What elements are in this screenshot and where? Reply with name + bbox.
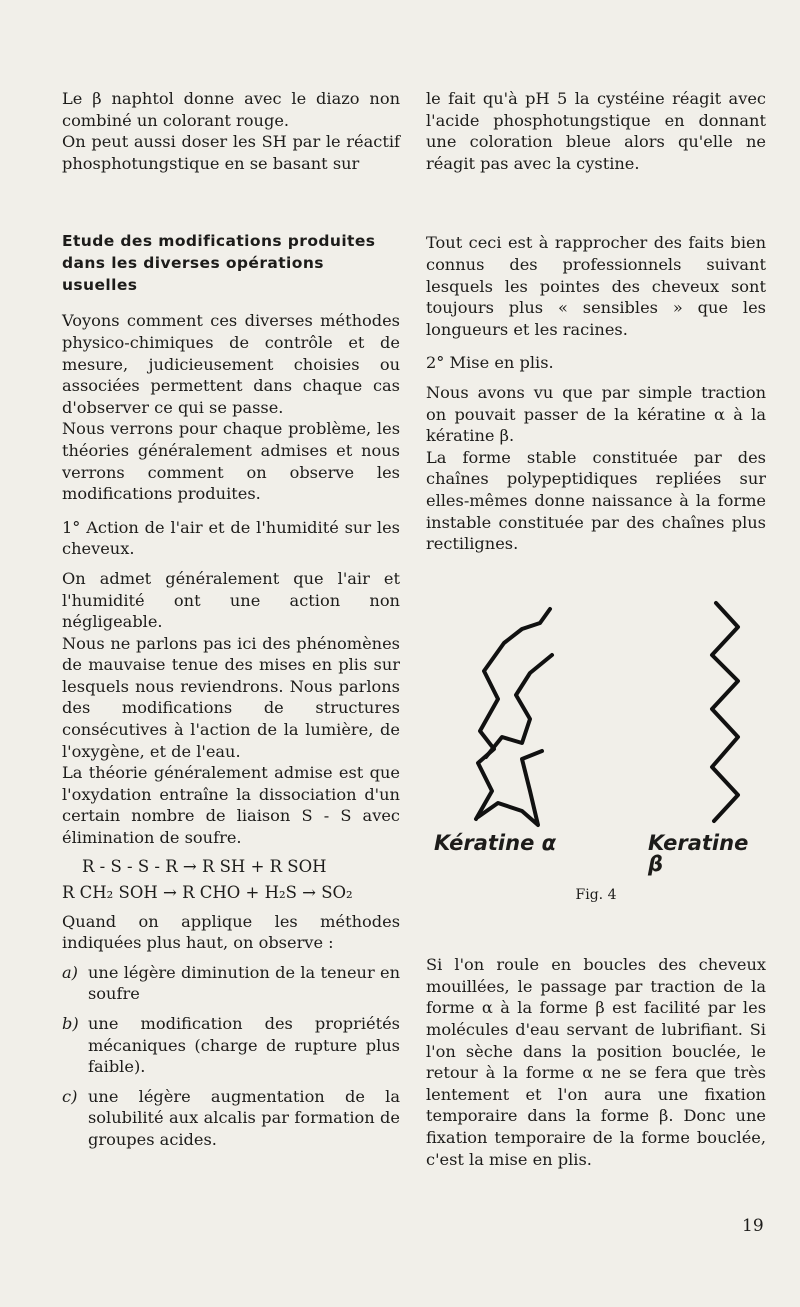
list-item-text: une légère augmentation de la solubilité aux alcalis par formation de groupes acides. bbox=[88, 1086, 400, 1149]
right-column bbox=[426, 88, 766, 1170]
subsection-title: 2° Mise en plis. bbox=[426, 353, 554, 373]
paragraph: Voyons comment ces diverses méthodes physico-chimiques de contrôle et de mesure, judicieusement choisies ou associées permettent dans chaque cas d'observer ce qui se passe. bbox=[62, 311, 400, 417]
list-item bbox=[62, 1086, 400, 1151]
beta-label: Keratine β bbox=[648, 830, 749, 877]
left-column bbox=[62, 88, 400, 1151]
paragraph: le fait qu'à pH 5 la cystéine réagit avec l'acide phosphotungstique en donnant une coloration bleue alors qu'elle ne réagit pas avec la cystine. bbox=[426, 89, 766, 173]
subsection-title: 1° Action de l'air et de l'humidité sur les cheveux. bbox=[62, 517, 400, 559]
figure-caption: Fig. 4 bbox=[575, 886, 617, 903]
list-item-text: une modification des propriétés mécaniques (charge de rupture plus faible). bbox=[88, 1014, 400, 1077]
beta-chain-line bbox=[712, 603, 738, 821]
paragraph: La théorie généralement admise est que l'oxydation entraîne la dissociation d'un certain nombre de liaison S - S avec élimination de soufre. bbox=[62, 763, 400, 848]
paragraph: La forme stable constituée par des chaînes polypeptidiques repliées sur elles-mêmes donne naissance à la forme instable constituée par des chaînes plus rectilignes. bbox=[426, 447, 766, 554]
chemical-formula: R - S - S - R → R SH + R SOH bbox=[82, 856, 327, 876]
alpha-label: Kératine α bbox=[434, 830, 557, 855]
alpha-chain-line bbox=[478, 751, 542, 825]
paragraph: Le β naphtol donne avec le diazo non combiné un colorant rouge. bbox=[62, 89, 400, 130]
paragraph: Nous ne parlons pas ici des phénomènes de mauvaise tenue des mises en plis sur lesquels nous reviendrons. Nous parlons des modifications de structures consécutives à l'action de la lumière, de l'oxygène, et de l'eau. bbox=[62, 633, 400, 761]
page-number: 19 bbox=[742, 1216, 764, 1236]
paragraph: On peut aussi doser les SH par le réactif phosphotungstique en se basant sur bbox=[62, 132, 400, 173]
keratine-diagram bbox=[426, 581, 766, 851]
paragraph: Si l'on roule en boucles des cheveux mouillées, le passage par traction de la forme α à la forme β est facilité par les molécules d'eau servant de lubrifiant. Si l'on sèche dans la position bouclée, le retour à la forme α ne se fera que très lentement et l'on aura une fixation temporaire dans la forme β. Donc une fixation temporaire de la forme bouclée, c'est la mise en plis. bbox=[426, 955, 766, 1169]
keratine-figure bbox=[426, 581, 766, 881]
paragraph: Nous verrons pour chaque problème, les théories généralement admises et nous verrons comment on observe les modifications produites. bbox=[62, 419, 400, 504]
list-item bbox=[62, 962, 400, 1005]
list-marker: c) bbox=[62, 1086, 78, 1106]
list-item-text: une légère diminution de la teneur en soufre bbox=[88, 962, 400, 1004]
section-heading: Etude des modifications produites dans les diverses opérations usuelles bbox=[62, 232, 376, 295]
paragraph: Tout ceci est à rapprocher des faits bien connus des professionnels suivant lesquels les pointes des cheveux sont toujours plus « sensibles » que les longueurs et les racines. bbox=[426, 233, 766, 339]
paragraph: On admet généralement que l'air et l'humidité ont une action non négligeable. bbox=[62, 568, 400, 632]
chemical-formula: R CH₂ SOH → R CHO + H₂S → SO₂ bbox=[62, 882, 353, 902]
list-marker: a) bbox=[62, 962, 78, 982]
alpha-chain-line bbox=[476, 609, 550, 819]
paragraph: Quand on applique les méthodes indiquées plus haut, on observe : bbox=[62, 911, 400, 953]
paragraph: Nous avons vu que par simple traction on pouvait passer de la kératine α à la kératine β. bbox=[426, 382, 766, 446]
list-marker: b) bbox=[62, 1014, 79, 1033]
list-item bbox=[62, 1013, 400, 1078]
